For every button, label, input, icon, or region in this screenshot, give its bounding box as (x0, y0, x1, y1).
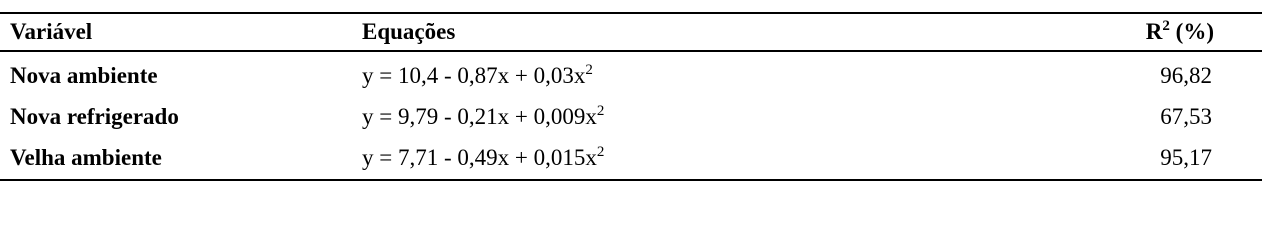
header-r2 (1072, 13, 1262, 51)
table-body (0, 51, 1262, 180)
table-row (0, 138, 1262, 180)
row-variable: Nova ambiente (10, 63, 158, 89)
header-equations: Equações (362, 13, 1072, 51)
table-header (0, 13, 1262, 51)
row-r2: 95,17 (1072, 138, 1262, 180)
header-r2-superscript: 2 (1162, 18, 1170, 35)
row-equation-base: y = 10,4 - 0,87x + 0,03x (362, 63, 586, 89)
row-r2: 96,82 (1160, 63, 1212, 89)
row-variable: Velha ambiente (0, 138, 362, 180)
row-equation-superscript: 2 (585, 62, 593, 79)
row-r2: 67,53 (1160, 104, 1212, 130)
table-row (0, 51, 1262, 97)
row-equation-base: y = 9,79 - 0,21x + 0,009x (362, 104, 597, 130)
header-r2-unit: (%) (1169, 19, 1214, 45)
row-equation (362, 51, 1072, 97)
header-row (0, 13, 1262, 51)
header-variable: Variável (0, 13, 362, 51)
row-variable: Nova refrigerado (10, 104, 179, 130)
row-equation (362, 97, 1072, 138)
header-r2-base: R (1145, 19, 1163, 45)
row-equation-superscript: 2 (596, 103, 605, 120)
row-equation-superscript: 2 (596, 144, 605, 161)
row-equation (362, 138, 1072, 180)
regression-table (0, 12, 1262, 181)
row-equation-base: y = 7,71 - 0,49x + 0,015x (362, 145, 597, 171)
table-row (0, 97, 1262, 138)
